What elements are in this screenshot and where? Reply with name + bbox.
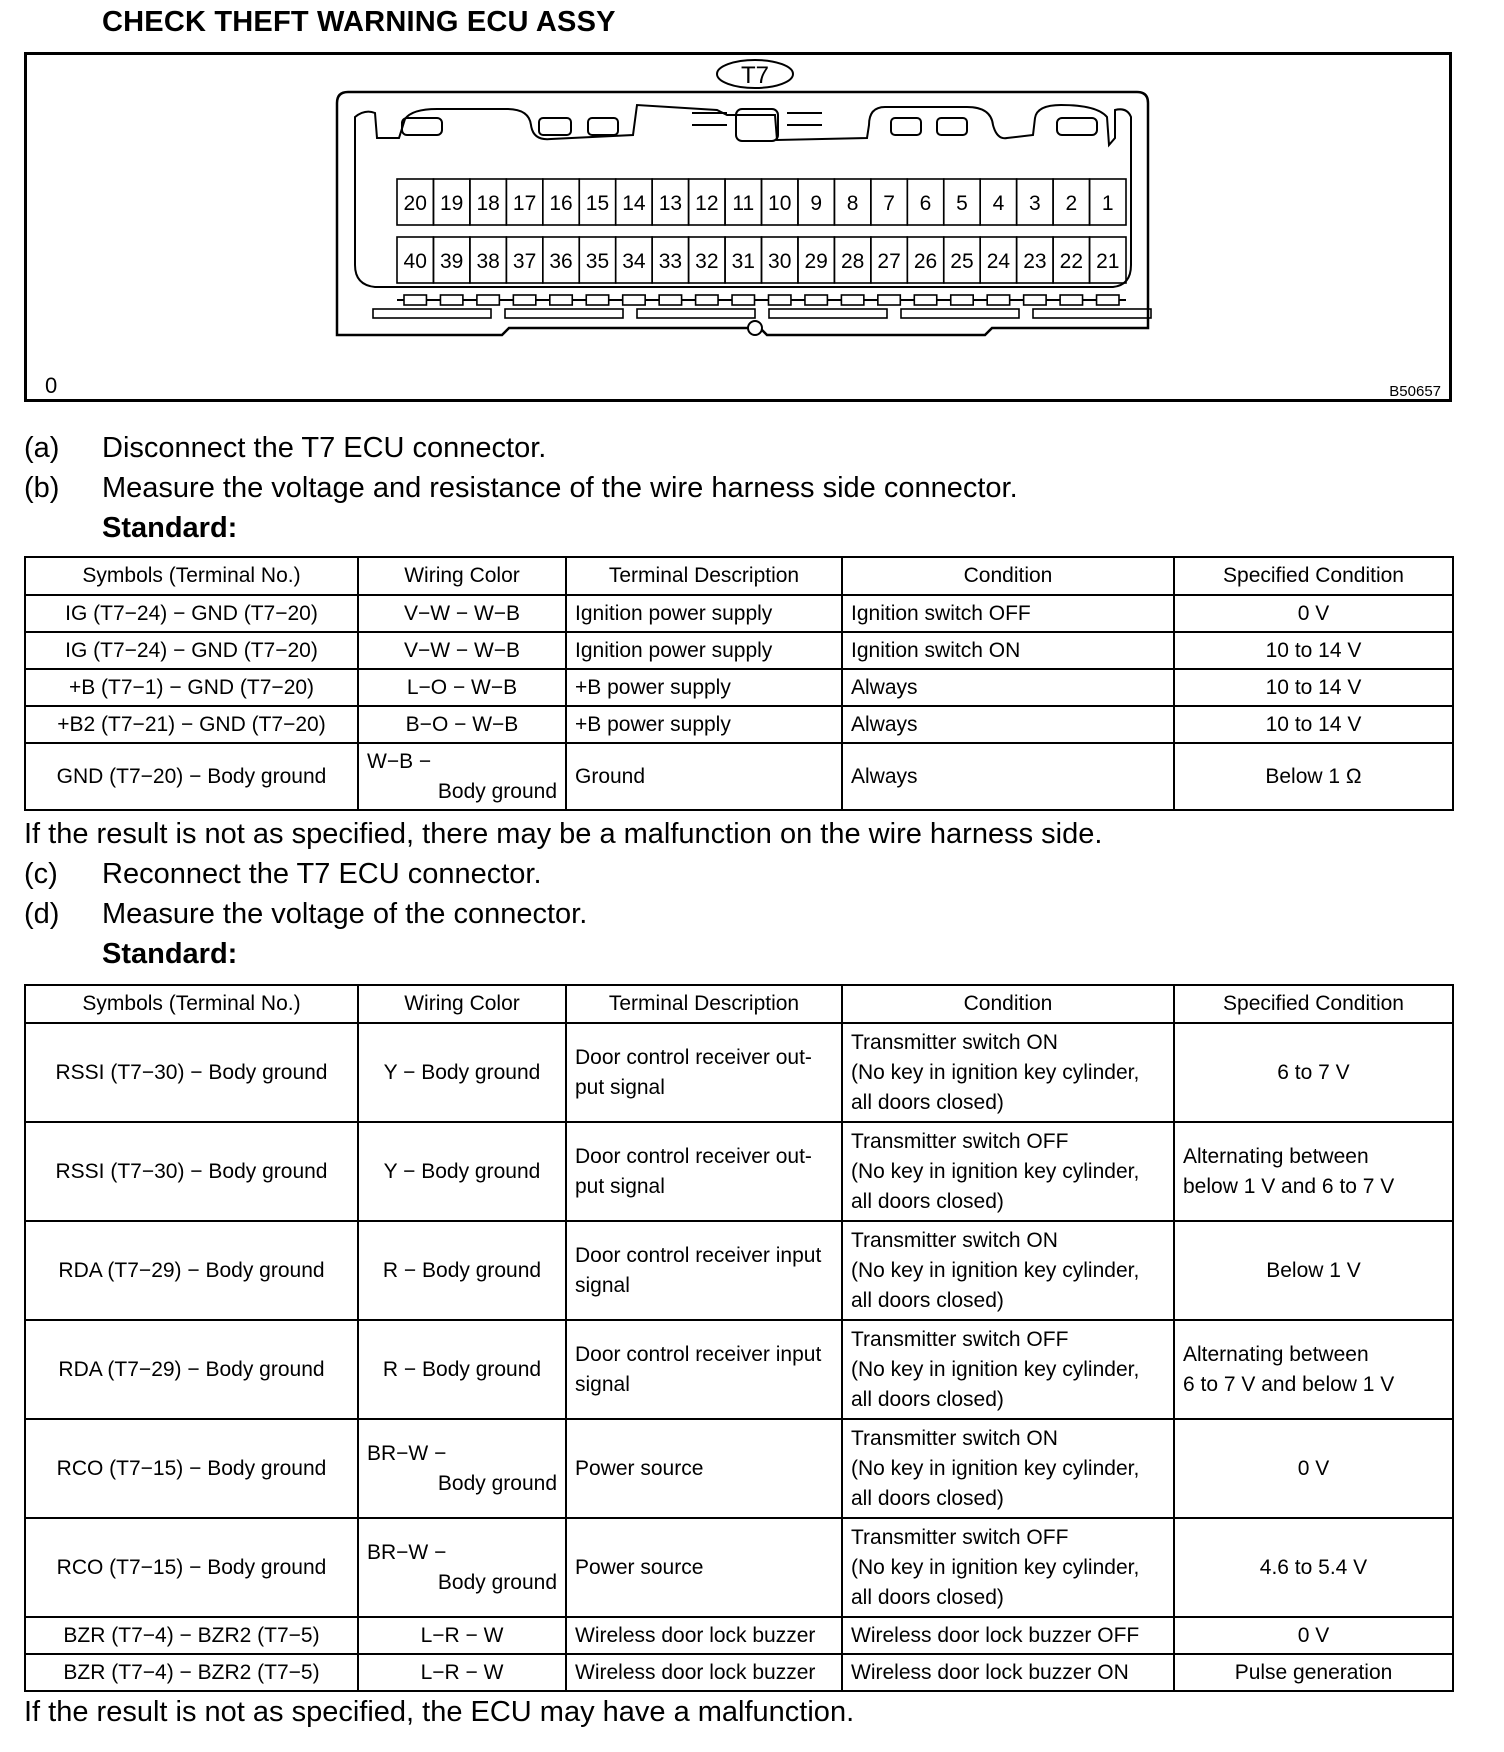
pin-number-33: 33	[658, 250, 683, 273]
cell-condition	[842, 1419, 1174, 1518]
table-row	[25, 595, 1453, 632]
step-d-text: Measure the voltage of the connector.	[102, 898, 588, 930]
cell-specified	[1174, 1023, 1453, 1122]
header-condition: Condition	[842, 557, 1174, 595]
pin-number-18: 18	[476, 192, 500, 215]
pin-number-38: 38	[476, 250, 500, 273]
cell-condition: Wireless door lock buzzer OFF	[842, 1617, 1174, 1654]
figure-code: B50657	[1389, 383, 1441, 400]
cell-condition: Always	[842, 706, 1174, 743]
cell-specified: 10 to 14 V	[1174, 669, 1453, 706]
pin-number-17: 17	[512, 192, 537, 215]
cell-description	[566, 1221, 842, 1320]
cell-wiring-color: B−O − W−B	[358, 706, 566, 743]
pin-number-15: 15	[585, 192, 610, 215]
cell-specified	[1174, 1320, 1453, 1419]
latch-box	[623, 295, 645, 305]
wiring-color-line-2: Body ground	[437, 1570, 557, 1594]
bottom-slot	[901, 309, 1019, 318]
table-row	[25, 1419, 1453, 1518]
table-row	[25, 632, 1453, 669]
cell-condition	[842, 1122, 1174, 1221]
pin-number-11: 11	[732, 192, 755, 215]
condition-line-2: (No key in ignition key cylinder,	[851, 1258, 1140, 1282]
condition-line-1: Transmitter switch ON	[851, 1228, 1058, 1252]
pin-number-9: 9	[810, 192, 823, 215]
step-b-label: (b)	[24, 472, 60, 504]
condition-line-3: all doors closed)	[851, 1090, 1004, 1114]
cell-description: +B power supply	[566, 669, 842, 706]
condition-line-3: all doors closed)	[851, 1288, 1004, 1312]
cell-wiring-color: V−W − W−B	[358, 595, 566, 632]
pin-number-26: 26	[913, 250, 938, 273]
pin-number-37: 37	[512, 250, 537, 273]
header-specified-condition: Specified Condition	[1174, 985, 1453, 1023]
latch-box	[1097, 295, 1119, 305]
cell-specified	[1174, 1221, 1453, 1320]
latch-box	[659, 295, 681, 305]
header-condition: Condition	[842, 985, 1174, 1023]
cell-wiring-color: L−O − W−B	[358, 669, 566, 706]
cell-wiring-color: V−W − W−B	[358, 632, 566, 669]
pin-number-5: 5	[956, 192, 968, 215]
cell-wiring-color: Y − Body ground	[358, 1023, 566, 1122]
pin-number-13: 13	[658, 192, 683, 215]
cell-specified	[1174, 1518, 1453, 1617]
standard-table-2	[24, 984, 1454, 1692]
latch-box	[586, 295, 608, 305]
pin-number-20: 20	[403, 192, 427, 215]
pin-number-34: 34	[622, 250, 646, 273]
cell-description	[566, 1023, 842, 1122]
latch-box	[914, 295, 936, 305]
step-a-text: Disconnect the T7 ECU connector.	[102, 432, 547, 464]
latch-box	[696, 295, 718, 305]
specified-line-1: Alternating between	[1183, 1144, 1369, 1168]
latch-box	[1024, 295, 1046, 305]
cell-condition	[842, 1023, 1174, 1122]
bottom-slots	[373, 309, 1151, 318]
description-line-2: signal	[575, 1372, 630, 1396]
cell-specified	[1174, 1419, 1453, 1518]
cell-wiring-color	[358, 743, 566, 810]
pin-number-4: 4	[992, 192, 1005, 215]
pin-number-24: 24	[986, 250, 1011, 273]
table-row	[25, 1617, 1453, 1654]
cell-specified	[1174, 1122, 1453, 1221]
pin-number-10: 10	[768, 192, 792, 215]
cell-wiring-color	[358, 1518, 566, 1617]
cell-wiring-color: R − Body ground	[358, 1320, 566, 1419]
step-b-text: Measure the voltage and resistance of the wire harness side connector.	[102, 472, 1018, 504]
pin-number-2: 2	[1065, 192, 1078, 215]
wiring-color-line-1: BR−W −	[367, 1441, 447, 1465]
latch-box	[951, 295, 973, 305]
step-c-text: Reconnect the T7 ECU connector.	[102, 858, 542, 890]
cell-symbols: IG (T7−24) − GND (T7−20)	[25, 595, 358, 632]
cell-condition: Always	[842, 669, 1174, 706]
standard-label-1: Standard:	[102, 512, 238, 544]
table-row	[25, 1023, 1453, 1122]
figure-corner-mark: 0	[45, 373, 58, 398]
bottom-slot	[769, 309, 887, 318]
cell-wiring-color: Y − Body ground	[358, 1122, 566, 1221]
specified-line-1: Below 1 V	[1266, 1258, 1361, 1282]
cell-condition: Always	[842, 743, 1174, 810]
step-c-label: (c)	[24, 858, 58, 890]
pin-number-23: 23	[1023, 250, 1047, 273]
cell-description	[566, 1320, 842, 1419]
cell-wiring-color: R − Body ground	[358, 1221, 566, 1320]
description-line-2: put signal	[575, 1075, 665, 1099]
pin-number-40: 40	[403, 250, 427, 273]
cell-condition: Ignition switch ON	[842, 632, 1174, 669]
cell-condition	[842, 1221, 1174, 1320]
header-wiring-color: Wiring Color	[358, 985, 566, 1023]
cell-condition	[842, 1518, 1174, 1617]
table-row	[25, 1518, 1453, 1617]
latch-box	[404, 295, 426, 305]
cell-symbols: RCO (T7−15) − Body ground	[25, 1518, 358, 1617]
step-d-label: (d)	[24, 898, 60, 930]
latch-box	[550, 295, 572, 305]
pin-number-36: 36	[549, 250, 573, 273]
latch-strip	[397, 295, 1126, 305]
description-line-1: Power source	[575, 1555, 704, 1579]
connector-diagram	[24, 52, 1452, 402]
cell-description: Ignition power supply	[566, 632, 842, 669]
pin-number-22: 22	[1059, 250, 1084, 273]
description-line-1: Door control receiver input	[575, 1243, 822, 1267]
pin-number-12: 12	[695, 192, 719, 215]
cell-symbols: BZR (T7−4) − BZR2 (T7−5)	[25, 1654, 358, 1691]
specified-line-1: 0 V	[1297, 1456, 1330, 1480]
pin-number-14: 14	[622, 192, 646, 215]
pin-number-32: 32	[695, 250, 719, 273]
wiring-color-line-1: BR−W −	[367, 1540, 447, 1564]
cell-specified: 10 to 14 V	[1174, 706, 1453, 743]
header-symbols: Symbols (Terminal No.)	[25, 985, 358, 1023]
description-line-1: Door control receiver out-	[575, 1144, 812, 1168]
pin-grid	[397, 179, 1126, 283]
pin-number-27: 27	[877, 250, 901, 273]
header-symbols: Symbols (Terminal No.)	[25, 557, 358, 595]
cell-specified: 0 V	[1174, 1617, 1453, 1654]
cell-symbols: GND (T7−20) − Body ground	[25, 743, 358, 810]
description-line-2: put signal	[575, 1174, 665, 1198]
pin-number-8: 8	[846, 192, 859, 215]
latch-box	[732, 295, 754, 305]
pin-number-19: 19	[439, 192, 464, 215]
cell-symbols: RDA (T7−29) − Body ground	[25, 1221, 358, 1320]
condition-line-2: (No key in ignition key cylinder,	[851, 1159, 1140, 1183]
pin-number-6: 6	[919, 192, 932, 215]
cell-specified: Below 1 Ω	[1174, 743, 1453, 810]
condition-line-1: Transmitter switch ON	[851, 1030, 1058, 1054]
cell-symbols: IG (T7−24) − GND (T7−20)	[25, 632, 358, 669]
condition-line-2: (No key in ignition key cylinder,	[851, 1555, 1140, 1579]
cell-specified: 10 to 14 V	[1174, 632, 1453, 669]
pin-number-35: 35	[585, 250, 610, 273]
table-row	[25, 706, 1453, 743]
wiring-color-line-1: W−B −	[367, 749, 432, 773]
bottom-slot	[637, 309, 755, 318]
latch-box	[1060, 295, 1082, 305]
wiring-color-line-2: Body ground	[437, 779, 557, 803]
condition-line-3: all doors closed)	[851, 1387, 1004, 1411]
cell-description: Wireless door lock buzzer	[566, 1654, 842, 1691]
cell-wiring-color: L−R − W	[358, 1617, 566, 1654]
cell-symbols: +B (T7−1) − GND (T7−20)	[25, 669, 358, 706]
cell-symbols: RDA (T7−29) − Body ground	[25, 1320, 358, 1419]
description-line-1: Power source	[575, 1456, 704, 1480]
condition-line-2: (No key in ignition key cylinder,	[851, 1060, 1140, 1084]
pin-number-25: 25	[950, 250, 974, 273]
bottom-slot	[1033, 309, 1151, 318]
table-row	[25, 1654, 1453, 1691]
specified-line-2: below 1 V and 6 to 7 V	[1183, 1174, 1395, 1198]
cell-wiring-color	[358, 1419, 566, 1518]
condition-line-1: Transmitter switch OFF	[851, 1327, 1069, 1351]
table-row	[25, 1221, 1453, 1320]
condition-line-3: all doors closed)	[851, 1486, 1004, 1510]
description-line-1: Door control receiver out-	[575, 1045, 812, 1069]
latch-box	[878, 295, 900, 305]
connector-drawing	[27, 55, 1449, 399]
section-heading: CHECK THEFT WARNING ECU ASSY	[102, 6, 616, 38]
condition-line-1: Transmitter switch OFF	[851, 1525, 1069, 1549]
condition-line-2: (No key in ignition key cylinder,	[851, 1456, 1140, 1480]
bottom-slot	[373, 309, 491, 318]
cell-description: Ground	[566, 743, 842, 810]
cell-description: +B power supply	[566, 706, 842, 743]
specified-line-2: 6 to 7 V and below 1 V	[1183, 1372, 1395, 1396]
pin-number-39: 39	[439, 250, 464, 273]
connector-label: T7	[740, 62, 770, 89]
table-row	[25, 1122, 1453, 1221]
description-line-1: Door control receiver input	[575, 1342, 822, 1366]
cell-symbols: +B2 (T7−21) − GND (T7−20)	[25, 706, 358, 743]
description-line-2: signal	[575, 1273, 630, 1297]
pin-number-28: 28	[840, 250, 865, 273]
cell-condition: Ignition switch OFF	[842, 595, 1174, 632]
pin-number-21: 21	[1096, 250, 1120, 273]
header-specified-condition: Specified Condition	[1174, 557, 1453, 595]
header-wiring-color: Wiring Color	[358, 557, 566, 595]
pin-number-1: 1	[1101, 192, 1114, 215]
latch-box	[805, 295, 827, 305]
cell-specified: 0 V	[1174, 595, 1453, 632]
specified-line-1: Alternating between	[1183, 1342, 1369, 1366]
cell-specified: Pulse generation	[1174, 1654, 1453, 1691]
step-a-label: (a)	[24, 432, 60, 464]
pin-number-16: 16	[549, 192, 573, 215]
cell-condition: Wireless door lock buzzer ON	[842, 1654, 1174, 1691]
cell-description	[566, 1122, 842, 1221]
bottom-slot	[505, 309, 623, 318]
cell-description: Wireless door lock buzzer	[566, 1617, 842, 1654]
cell-description	[566, 1518, 842, 1617]
note-ecu: If the result is not as specified, the ECU may have a malfunction.	[24, 1696, 855, 1728]
pin-number-3: 3	[1029, 192, 1041, 215]
table-row	[25, 669, 1453, 706]
table-header-row	[25, 985, 1453, 1023]
latch-box	[769, 295, 791, 305]
header-terminal-description: Terminal Description	[566, 985, 842, 1023]
standard-table-1	[24, 556, 1454, 811]
pin-number-31: 31	[731, 250, 755, 273]
table-row	[25, 1320, 1453, 1419]
condition-line-3: all doors closed)	[851, 1189, 1004, 1213]
condition-line-2: (No key in ignition key cylinder,	[851, 1357, 1140, 1381]
condition-line-1: Transmitter switch ON	[851, 1426, 1058, 1450]
condition-line-3: all doors closed)	[851, 1585, 1004, 1609]
specified-line-1: 4.6 to 5.4 V	[1259, 1555, 1368, 1579]
cell-wiring-color: L−R − W	[358, 1654, 566, 1691]
latch-box	[477, 295, 499, 305]
latch-box	[440, 295, 462, 305]
cell-symbols: RSSI (T7−30) − Body ground	[25, 1122, 358, 1221]
cell-symbols: BZR (T7−4) − BZR2 (T7−5)	[25, 1617, 358, 1654]
latch-box	[987, 295, 1009, 305]
condition-line-1: Transmitter switch OFF	[851, 1129, 1069, 1153]
table-row	[25, 743, 1453, 810]
cell-description	[566, 1419, 842, 1518]
table-header-row	[25, 557, 1453, 595]
specified-line-1: 6 to 7 V	[1277, 1060, 1350, 1084]
header-terminal-description: Terminal Description	[566, 557, 842, 595]
cell-description: Ignition power supply	[566, 595, 842, 632]
cell-condition	[842, 1320, 1174, 1419]
standard-label-2: Standard:	[102, 938, 238, 970]
pin-number-29: 29	[804, 250, 828, 273]
latch-box	[513, 295, 535, 305]
pin-number-7: 7	[883, 192, 895, 215]
note-wire-harness: If the result is not as specified, there may be a malfunction on the wire harness side.	[24, 818, 1103, 850]
cell-symbols: RSSI (T7−30) − Body ground	[25, 1023, 358, 1122]
pin-number-30: 30	[768, 250, 792, 273]
latch-box	[841, 295, 863, 305]
cell-symbols: RCO (T7−15) − Body ground	[25, 1419, 358, 1518]
wiring-color-line-2: Body ground	[437, 1471, 557, 1495]
